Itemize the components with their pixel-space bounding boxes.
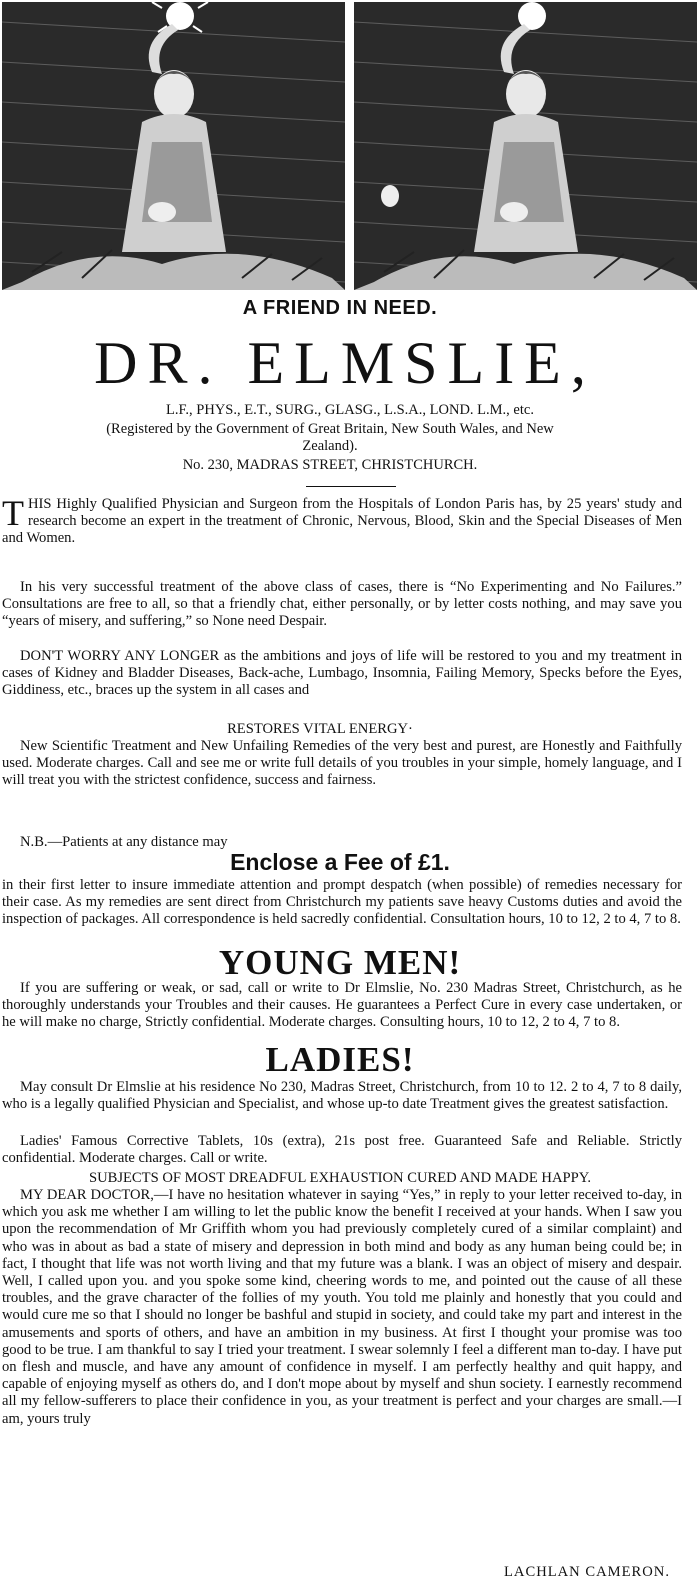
paragraph-worry: DON'T WORRY ANY LONGER as the ambitions and joys of life will be restored to you and my treatment in cases of Kidney and Bladder Diseases, Back-ache, Lumbago, Insomnia, Failing Memory, Specks before the Eyes, Giddiness, etc., braces up the system in all cases and [2, 648, 682, 699]
fee-heading: Enclose a Fee of £1. [230, 849, 450, 875]
restores-vital-energy: RESTORES VITAL ENERGY· [227, 721, 413, 737]
paragraph-experiments: In his very successful treatment of the above class of cases, there is “No Experimenting and No Failures.” Consultations are free to all, so that a friendly chat, either personally, or by letter costs nothing, and may save you “years of misery, and suffering,” so None need Despair. [2, 579, 682, 630]
divider-rule [306, 486, 396, 487]
paragraph-treatment: New Scientific Treatment and New Unfailing Remedies of the very best and purest, are Honestly and Faithfully used. Moderate charges. Call and see me or write full details of you troubles in your simple, homely language, and I will treat you with the strictest confidence, success and fairness. [2, 738, 682, 789]
paragraph-tablets: Ladies' Famous Corrective Tablets, 10s (extra), 21s post free. Guaranteed Safe and Reliable. Strictly confidential. Moderate charges. Call or write. [2, 1133, 682, 1167]
woodcut-woman-torch-left [2, 2, 345, 290]
illustration-row [2, 2, 694, 290]
paragraph-fee: in their first letter to insure immediate attention and prompt despatch (when possible) of remedies necessary for their case. As my remedies are sent direct from Christchurch my patients save heavy Customs duties and avoid the inspection of packages. All correspondence is held sacredly confidential. Consultation hours, 10 to 12, 2 to 4, 7 to 8. [2, 877, 682, 928]
intro-text: HIS Highly Qualified Physician and Surgeon from the Hospitals of London Paris has, by 25 years' study and research become an expert in the treatment of Chronic, Nervous, Blood, Skin and the Special Diseases of Men and Women. [2, 496, 682, 547]
intro-paragraph [2, 493, 682, 548]
qualifications-line: L.F., PHYS., E.T., SURG., GLASG., L.S.A., LOND. L.M., etc. [166, 402, 534, 418]
subjects-heading: SUBJECTS OF MOST DREADFUL EXHAUSTION CURED AND MADE HAPPY. [88, 1170, 592, 1186]
woodcut-woman-torch-right [354, 2, 697, 290]
drop-cap: T [2, 493, 24, 533]
signature: LACHLAN CAMERON. [504, 1564, 670, 1580]
nb-line: N.B.—Patients at any distance may [20, 834, 228, 850]
paragraph-ladies: May consult Dr Elmslie at his residence No 230, Madras Street, Christchurch, from 10 to 12. 2 to 4, 7 to 8 daily, who is a legally qualified Physician and Specialist, and whose up-to date Treatment gives the greatest satisfaction. [2, 1079, 682, 1113]
address-line: No. 230, MADRAS STREET, CHRISTCHURCH. [182, 457, 478, 473]
young-men-heading: YOUNG MEN! [218, 943, 462, 982]
doctor-name-title: DR. ELMSLIE, [94, 330, 596, 396]
paragraph-young-men: If you are suffering or weak, or sad, call or write to Dr Elmslie, No. 230 Madras Street, Christchurch, as he thoroughly understands your Troubles and their causes. He guarantees a Perfect Cure in every case undertaken, or he will make no charge, Strictly confidential. Moderate charges. Consulting hours, 10 to 12, 2 to 4, 7 to 8. [2, 980, 682, 1031]
headline: A FRIEND IN NEED. [242, 297, 438, 319]
testimonial-letter: MY DEAR DOCTOR,—I have no hesitation whatever in saying “Yes,” in reply to your letter received to-day, in which you ask me whether I am willing to let the public know the benefit I received at your hands. When I saw you upon the recommendation of Mr Griffith whom you had previously completely cured of a similar complaint) and who was in about as bad a state of misery and depression in both mind and body as any human being could be; in fact, I thought that life was not worth living and that my future was a blank. I was an object of misery and despair. Well, I called upon you. and you spoke some kind, cheering words to me, and pointed out the cause of all these troubles, and the grave character of the follies of my youth. You told me plainly and honestly that you could and would cure me so that I should no longer be bashful and stupid in society, and could take my part and interest in the amusements and sports of others, and have an ambition in my business. At first I thought your promise was too good to be true. I am thankful to say I tried your treatment. I swear solemnly I feel a different man to-day. I have put on flesh and muscle, and have any amount of confidence in myself. I am perfectly healthy and quit happy, and capable of enjoying myself as others do, and I don't mope about by myself and shun society. I earnestly recommend all my fellow-sufferers to place their confidence in you, as your treatment is perfect and your charges are small.—I am, yours truly [2, 1187, 682, 1427]
registration-line-1: (Registered by the Government of Great Britain, New South Wales, and New [106, 421, 554, 437]
ladies-heading: LADIES! [265, 1040, 415, 1079]
registration-line-2: Zealand). [302, 438, 358, 454]
